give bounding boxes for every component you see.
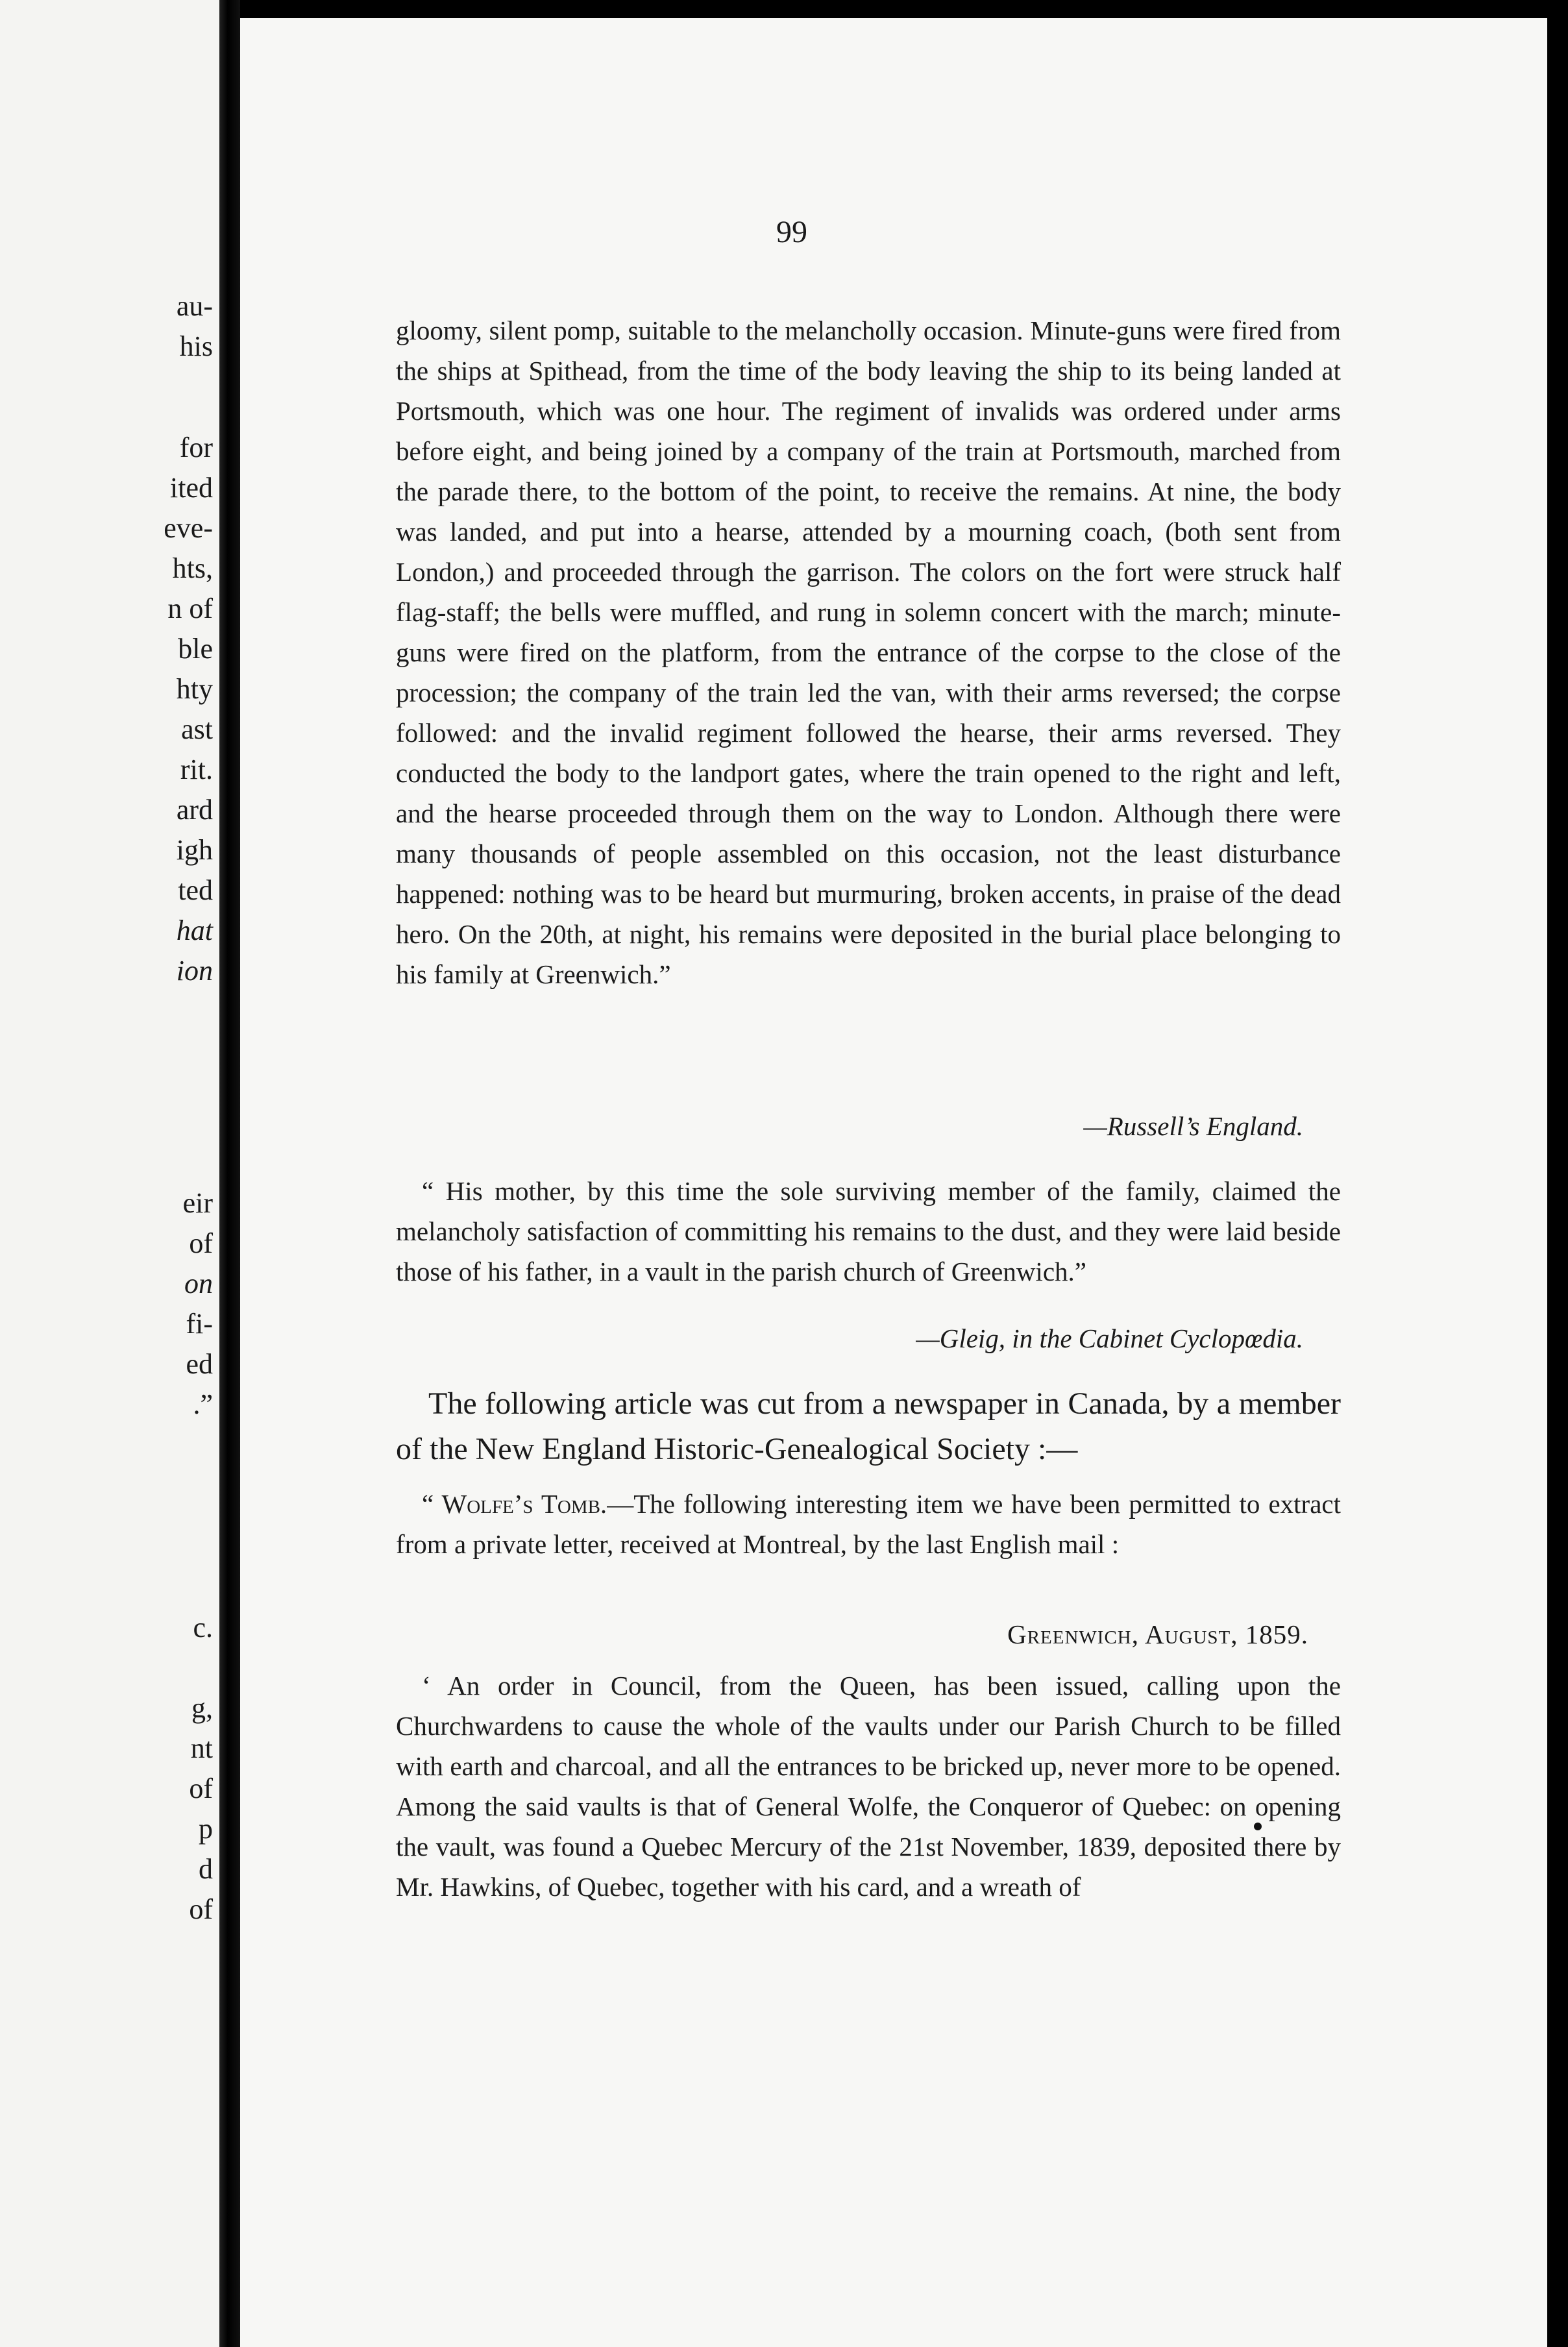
fragment-line: ed <box>186 1348 213 1380</box>
fragment-line: hts, <box>172 552 213 584</box>
fragment-line: for <box>179 432 213 463</box>
fragment-line: d <box>199 1853 213 1885</box>
fragment-line: ited <box>170 472 213 504</box>
paragraph-wolfes-tomb <box>396 1484 1341 1564</box>
book-gutter <box>219 0 240 2347</box>
facing-page-fragment <box>0 0 219 2347</box>
fragment-line: p <box>199 1813 213 1845</box>
fragment-line: igh <box>176 834 213 866</box>
fragment-line: fi- <box>186 1308 213 1340</box>
fragment-line: of <box>189 1773 213 1804</box>
fragment-line: ard <box>176 794 213 826</box>
fragment-line: ted <box>178 874 213 906</box>
fragment-line: ion <box>176 955 213 987</box>
fragment-line: rit. <box>180 754 213 785</box>
paragraph-order-in-council: ‘ An order in Council, from the Queen, has been issued, calling upon the Churchwardens to cause the whole of the vaults under our Parish Church to be filled with earth and charcoal, and all the entrances to be bricked up, never more to be opened. Among the said vaults is that of General Wolfe, the Conqueror of Quebec: on opening the vault, was found a Quebec Mercury of the 21st November, 1839, deposited there by Mr. Hawkins, of Quebec, together with his card, and a wreath of <box>396 1671 1341 1902</box>
fragment-line: ast <box>181 713 213 745</box>
fragment-line: eve- <box>164 512 213 544</box>
dateline: Greenwich, August, 1859. <box>1007 1619 1308 1649</box>
margin-mark <box>1254 1823 1262 1830</box>
fragment-line: g, <box>191 1692 213 1724</box>
attribution-gleig: —Gleig, in the Cabinet Cyclopœdia. <box>916 1323 1303 1353</box>
intro-paragraph: The following article was cut from a newspaper in Canada, by a member of the New England Historic-Genealogical Society :— <box>396 1386 1341 1466</box>
fragment-line: nt <box>190 1732 213 1764</box>
fragment-line: on <box>184 1268 213 1299</box>
scan-edge <box>1547 0 1568 2347</box>
page <box>240 18 1547 2347</box>
fragment-line: c. <box>193 1612 213 1643</box>
fragment-line: his <box>179 330 213 362</box>
attribution-russell: —Russell’s England. <box>1083 1111 1303 1141</box>
fragment-line: .” <box>193 1388 213 1420</box>
paragraph-text: —The following interesting item we have been permitted to extract from a private letter, received at Montreal, by the last English mail : <box>396 1489 1341 1559</box>
page-number: 99 <box>776 215 807 249</box>
section-heading: “ Wolfe’s Tomb. <box>422 1489 607 1519</box>
fragment-line: n of <box>167 593 213 624</box>
fragment-line: hat <box>176 915 213 946</box>
fragment-line: ble <box>178 633 213 665</box>
fragment-line: hty <box>176 673 213 705</box>
paragraph-russell: gloomy, silent pomp, suitable to the melancholly occasion. Minute-guns were fired from the ships at Spithead, from the time of the body leaving the ship to its being landed at Portsmouth, which was one hour. The regiment of invalids was ordered under arms before eight, and being joined by a company of the train at Portsmouth, marched from the parade there, to the bottom of the point, to receive the remains. At nine, the body was landed, and put into a hearse, attended by a mourning coach, (both sent from London,) and proceeded through the garrison. The colors on the fort were struck half flag-staff; the bells were muffled, and rung in solemn concert with the march; minute-guns were fired on the platform, from the entrance of the corpse to the close of the procession; the company of the train led the van, with their arms reversed; the corpse followed: and the invalid regiment followed the hearse, their arms reversed. They conducted the body to the landport gates, where the train opened to the right and left, and the hearse proceeded through them on the way to London. Although there were many thousands of people assembled on this occasion, not the least disturbance happened: nothing was to be heard but murmuring, broken accents, in praise of the dead hero. On the 20th, at night, his remains were deposited in the burial place belonging to his family at Greenwich.” <box>396 315 1341 989</box>
fragment-line: of <box>189 1893 213 1925</box>
fragment-line: au- <box>176 290 213 322</box>
fragment-line: eir <box>182 1187 213 1219</box>
fragment-line: of <box>189 1227 213 1259</box>
paragraph-gleig: “ His mother, by this time the sole surviving member of the family, claimed the melancholy satisfaction of committing his remains to the dust, and they were laid beside those of his father, in a vault in the parish church of Greenwich.” <box>396 1176 1341 1286</box>
